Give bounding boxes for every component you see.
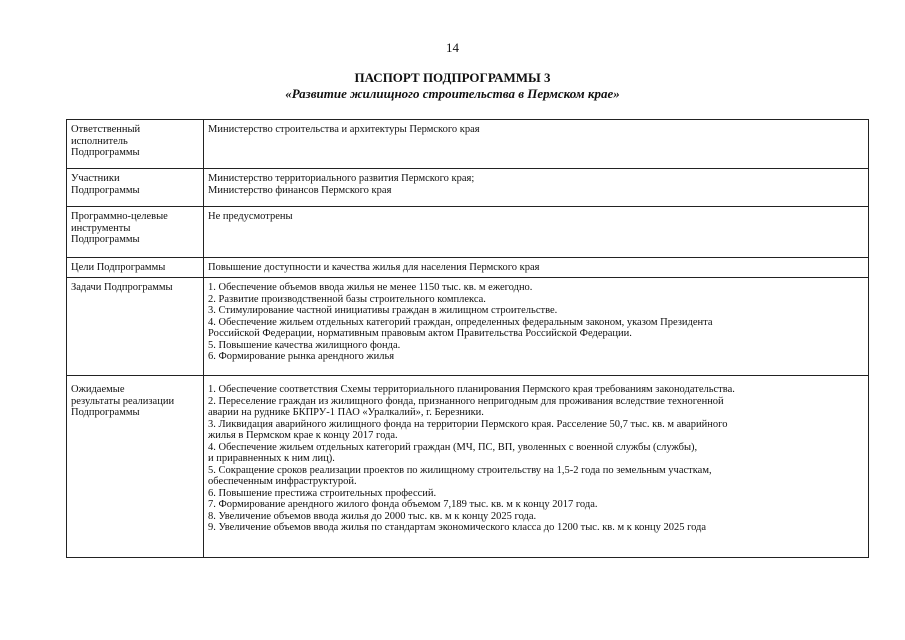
value-line: 5. Повышение качества жилищного фонда. [208,339,401,351]
value-line: 1. Обеспечение объемов ввода жилья не менее 1150 тыс. кв. м ежегодно. [208,282,533,293]
value-line: обеспеченным инфраструктурой. [208,476,357,487]
value-line: 4. Обеспечение жильем отдельных категорий граждан, определенных федеральным законом, указом Президента [208,316,713,328]
row-goals [67,258,869,278]
value-line: 1. Обеспечение соответствия Схемы территориального планирования Пермского края требованиям законодательства. [208,384,735,395]
page-number: 14 [446,40,459,55]
value-line: Российской Федерации, нормативным правовым актом Правительства Российской Федерации. [208,328,632,339]
row-label [67,120,204,169]
value-line: Министерство финансов Пермского края [208,184,392,196]
row-label [67,278,204,376]
value-line: Не предусмотрены [208,211,293,222]
row-program-instruments [67,207,869,258]
row-value [204,120,869,169]
label-line: Цели Подпрограммы [71,262,166,273]
label-line: инструменты [71,222,131,234]
document-subtitle: «Развитие жилищного строительства в Пермском крае» [285,86,620,101]
value-line: 8. Увеличение объемов ввода жилья до 2000 тыс. кв. м к концу 2025 года. [208,510,537,522]
row-label [67,169,204,207]
value-line: 5. Сокращение сроков реализации проектов по жилищному строительству на 1,5-2 года по земельным участкам, [208,464,712,476]
value-line: аварии на руднике БКПРУ-1 ПАО «Уралкалий», г. Березники. [208,407,484,418]
label-line: Программно-целевые [71,211,168,222]
row-value [204,169,869,207]
row-value [204,278,869,376]
row-value [204,207,869,258]
value-line: 9. Увеличение объемов ввода жилья по стандартам экономического класса до 1200 тыс. кв. м к концу 2025 года [208,522,707,533]
value-line: жилья в Пермском крае к концу 2017 года. [208,430,398,441]
label-line: Ответственный [71,124,141,135]
label-line: исполнитель [71,135,128,147]
label-line: Ожидаемые [71,384,125,395]
row-expected-results [67,376,869,558]
label-line: Подпрограммы [71,147,140,158]
value-line: 7. Формирование арендного жилого фонда объемом 7,189 тыс. кв. м к концу 2017 года. [208,499,598,510]
value-line: 2. Переселение граждан из жилищного фонда, признанного непригодным для проживания вследствие техногенной [208,395,724,407]
label-line: Подпрограммы [71,184,140,196]
value-line: Министерство территориального развития Пермского края; [208,173,475,184]
passport-table [66,119,869,558]
label-line: результаты реализации [71,395,175,407]
value-line: 3. Стимулирование частной инициативы граждан в жилищном строительстве. [208,305,558,316]
value-line: 6. Формирование рынка арендного жилья [208,351,395,362]
value-line: 6. Повышение престижа строительных профессий. [208,487,437,499]
label-line: Подпрограммы [71,407,140,418]
row-value [204,376,869,558]
row-label [67,258,204,278]
label-line: Подпрограммы [71,234,140,245]
value-line: Министерство строительства и архитектуры Пермского края [208,124,480,135]
value-line: и приравненных к ним лиц). [208,453,335,464]
value-line: Повышение доступности и качества жилья для населения Пермского края [208,262,540,273]
row-participants [67,169,869,207]
value-line: 3. Ликвидация аварийного жилищного фонда на территории Пермского края. Расселение 50,7 тыс. кв. м аварийного [208,418,728,430]
value-line: 2. Развитие производственной базы строительного комплекса. [208,293,486,305]
label-line: Участники [71,173,120,184]
row-label [67,376,204,558]
row-responsible-executor [67,120,869,169]
row-value [204,258,869,278]
label-line: Задачи Подпрограммы [71,282,173,293]
row-tasks [67,278,869,376]
row-label [67,207,204,258]
document-title: ПАСПОРТ ПОДПРОГРАММЫ 3 [354,70,551,85]
value-line: 4. Обеспечение жильем отдельных категорий граждан (МЧ, ПС, ВП, уволенных с военной службы (службы), [208,441,698,453]
